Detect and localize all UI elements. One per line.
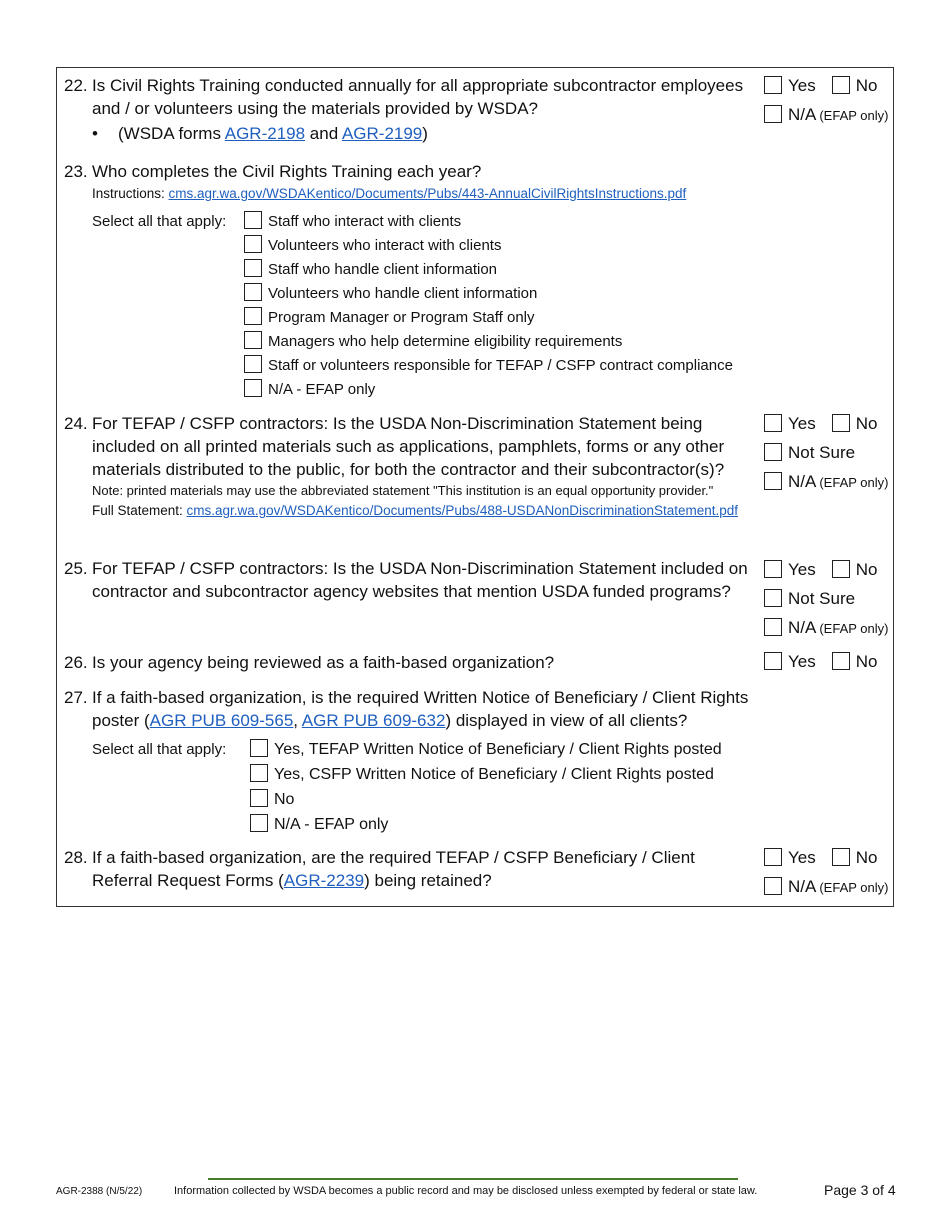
select-all-label: Select all that apply: (92, 741, 227, 758)
question-text: For TEFAP / CSFP contractors: Is the USDA Non-Discrimination Statement included on contractor and subcontractor agency websites that mention USDA funded programs? (92, 559, 748, 601)
question-24 (64, 412, 754, 521)
yes-checkbox[interactable] (764, 652, 782, 670)
checkbox[interactable] (250, 814, 268, 832)
question-text: For TEFAP / CSFP contractors: Is the USDA Non-Discrimination Statement being included on all printed materials such as applications, pamphlets, forms or any other materials distributed to the public, for both the contractor and their subcontractor(s)? (92, 414, 725, 479)
checkbox[interactable] (244, 307, 262, 325)
yes-checkbox[interactable] (764, 560, 782, 578)
checkbox[interactable] (244, 235, 262, 253)
footer-rule (208, 1178, 738, 1180)
question-number: 26. (64, 653, 88, 672)
yes-checkbox[interactable] (764, 76, 782, 94)
checkbox[interactable] (244, 379, 262, 397)
question-number: 25. (64, 559, 88, 578)
no-checkbox[interactable] (832, 652, 850, 670)
agr-2239-link[interactable]: AGR-2239 (283, 871, 365, 890)
question-number: 24. (64, 414, 88, 433)
checkbox[interactable] (244, 283, 262, 301)
option-na-efap[interactable]: N/A - EFAP only (244, 378, 733, 402)
question-number: 27. (64, 688, 88, 707)
answers-28: Yes No N/A (EFAP only) (764, 848, 893, 906)
answers-22: Yes No N/A (EFAP only) (764, 76, 893, 134)
agr-pub-609-632-link[interactable]: AGR PUB 609-632 (301, 711, 446, 730)
na-checkbox[interactable] (764, 618, 782, 636)
checkbox[interactable] (250, 789, 268, 807)
not-sure-checkbox[interactable] (764, 589, 782, 607)
question-22 (64, 74, 754, 145)
checkbox[interactable] (250, 764, 268, 782)
question-23 (64, 160, 754, 204)
agr-pub-609-565-link[interactable]: AGR PUB 609-565 (149, 711, 294, 730)
agr-2199-link[interactable]: AGR-2199 (341, 124, 423, 143)
q27-options (250, 737, 722, 837)
instructions: Instructions: cms.agr.wa.gov/WSDAKentico/Documents/Pubs/443-AnnualCivilRightsInstructions.pdf (92, 186, 687, 201)
footer-notice: Information collected by WSDA becomes a public record and may be disclosed unless exempted by federal or state law. (174, 1185, 758, 1197)
forms-bullet: • (WSDA forms AGR-2198 and AGR-2199) (92, 124, 428, 143)
option-staff-interact[interactable]: Staff who interact with clients (244, 210, 733, 234)
option-no[interactable]: No (250, 787, 722, 812)
question-number: 23. (64, 162, 88, 181)
agr-2198-link[interactable]: AGR-2198 (224, 124, 306, 143)
question-text: Is your agency being reviewed as a faith-based organization? (92, 653, 555, 672)
question-text: Who completes the Civil Rights Training each year? (92, 162, 482, 181)
no-checkbox[interactable] (832, 848, 850, 866)
yes-checkbox[interactable] (764, 414, 782, 432)
question-28 (64, 846, 754, 892)
q23-options (244, 210, 733, 402)
option-staff-info[interactable]: Staff who handle client information (244, 258, 733, 282)
question-26 (64, 651, 754, 674)
na-checkbox[interactable] (764, 472, 782, 490)
question-number: 22. (64, 76, 88, 95)
checkbox[interactable] (244, 211, 262, 229)
option-volunteers-interact[interactable]: Volunteers who interact with clients (244, 234, 733, 258)
note: Note: printed materials may use the abbreviated statement "This institution is an equal opportunity provider." (92, 483, 714, 498)
no-checkbox[interactable] (832, 76, 850, 94)
page-number: Page 3 of 4 (824, 1182, 896, 1198)
question-text: If a faith-based organization, are the required TEFAP / CSFP Beneficiary / Client Referral Request Forms (AGR-2239) being retained? (92, 848, 695, 890)
option-program-manager[interactable]: Program Manager or Program Staff only (244, 306, 733, 330)
yes-checkbox[interactable] (764, 848, 782, 866)
option-na-efap[interactable]: N/A - EFAP only (250, 812, 722, 837)
checkbox[interactable] (244, 355, 262, 373)
option-managers-eligibility[interactable]: Managers who help determine eligibility requirements (244, 330, 733, 354)
instructions-link[interactable]: cms.agr.wa.gov/WSDAKentico/Documents/Pubs/443-AnnualCivilRightsInstructions.pdf (168, 186, 687, 201)
option-contract-compliance[interactable]: Staff or volunteers responsible for TEFAP / CSFP contract compliance (244, 354, 733, 378)
question-27 (64, 686, 754, 732)
answers-25: Yes No Not Sure N/A (EFAP only) (764, 560, 893, 647)
na-checkbox[interactable] (764, 877, 782, 895)
checkbox[interactable] (244, 331, 262, 349)
na-checkbox[interactable] (764, 105, 782, 123)
checkbox[interactable] (244, 259, 262, 277)
answers-24: Yes No Not Sure N/A (EFAP only) (764, 414, 893, 501)
option-volunteers-info[interactable]: Volunteers who handle client information (244, 282, 733, 306)
question-text: If a faith-based organization, is the required Written Notice of Beneficiary / Client Rights poster (AGR PUB 609-565, AGR PUB 609-632) displayed in view of all clients? (92, 688, 749, 730)
form-id: AGR-2388 (N/5/22) (56, 1186, 143, 1197)
select-all-label: Select all that apply: (92, 213, 227, 230)
question-text: Is Civil Rights Training conducted annually for all appropriate subcontractor employees and / or volunteers using the materials provided by WSDA? (92, 76, 744, 118)
no-checkbox[interactable] (832, 414, 850, 432)
option-tefap-posted[interactable]: Yes, TEFAP Written Notice of Beneficiary / Client Rights posted (250, 737, 722, 762)
answers-26: Yes No (764, 652, 893, 681)
option-csfp-posted[interactable]: Yes, CSFP Written Notice of Beneficiary / Client Rights posted (250, 762, 722, 787)
not-sure-checkbox[interactable] (764, 443, 782, 461)
full-statement: Full Statement: cms.agr.wa.gov/WSDAKentico/Documents/Pubs/488-USDANonDiscriminationStatement.pdf (92, 503, 739, 518)
question-number: 28. (64, 848, 88, 867)
full-statement-link[interactable]: cms.agr.wa.gov/WSDAKentico/Documents/Pubs/488-USDANonDiscriminationStatement.pdf (186, 503, 739, 518)
no-checkbox[interactable] (832, 560, 850, 578)
checkbox[interactable] (250, 739, 268, 757)
question-25 (64, 557, 754, 603)
